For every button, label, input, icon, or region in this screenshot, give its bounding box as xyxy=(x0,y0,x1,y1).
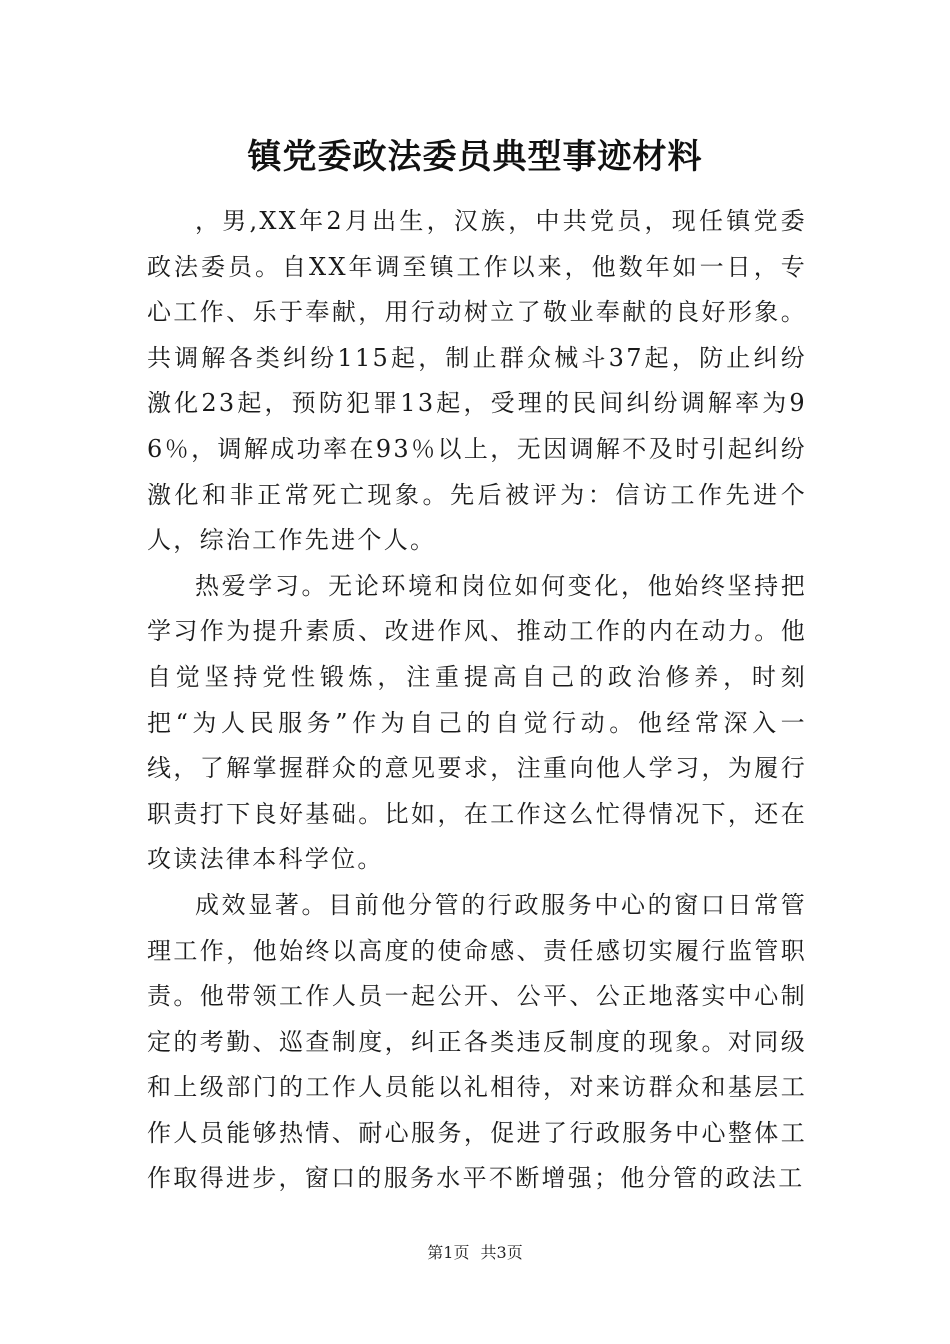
page-number-current: 第1页 xyxy=(427,1243,470,1262)
document-title: 镇党委政法委员典型事迹材料 xyxy=(247,137,703,177)
page-footer xyxy=(0,1241,950,1265)
paragraph-study: 热爱学习。无论环境和岗位如何变化，他始终坚持把学习作为提升素质、改进作风、推动工作的内在动力。他自觉坚持党性锻炼，注重提高自己的政治修养，时刻把“为人民服务”作为自己的自觉行动。他经常深入一线，了解掌握群众的意见要求，注重向他人学习，为履行职责打下良好基础。比如，在工作这么忙得情况下，还在攻读法律本科学位。 xyxy=(147,571,807,874)
paragraph-results: 成效显著。目前他分管的行政服务中心的窗口日常管理工作，他始终以高度的使命感、责任感切实履行监管职责。他带领工作人员一起公开、公平、公正地落实中心制定的考勤、巡查制度，纠正各类违反制度的现象。对同级和上级部门的工作人员能以礼相待，对来访群众和基层工作人员能够热情、耐心服务，促进了行政服务中心整体工作取得进步，窗口的服务水平不断增强；他分管的政法工 xyxy=(147,890,807,1193)
document-body xyxy=(147,199,807,1202)
paragraph-intro: ，男,XX年2月出生，汉族，中共党员，现任镇党委政法委员。自XX年调至镇工作以来，他数年如一日，专心工作、乐于奉献，用行动树立了敬业奉献的良好形象。共调解各类纠纷115起，制止群众械斗37起，防止纠纷激化23起，预防犯罪13起，受理的民间纠纷调解率为96％，调解成功率在93％以上，无因调解不及时引起纠纷激化和非正常死亡现象。先后被评为：信访工作先进个人，综治工作先进个人。 xyxy=(147,207,807,555)
page-number-total: 共3页 xyxy=(480,1243,523,1262)
